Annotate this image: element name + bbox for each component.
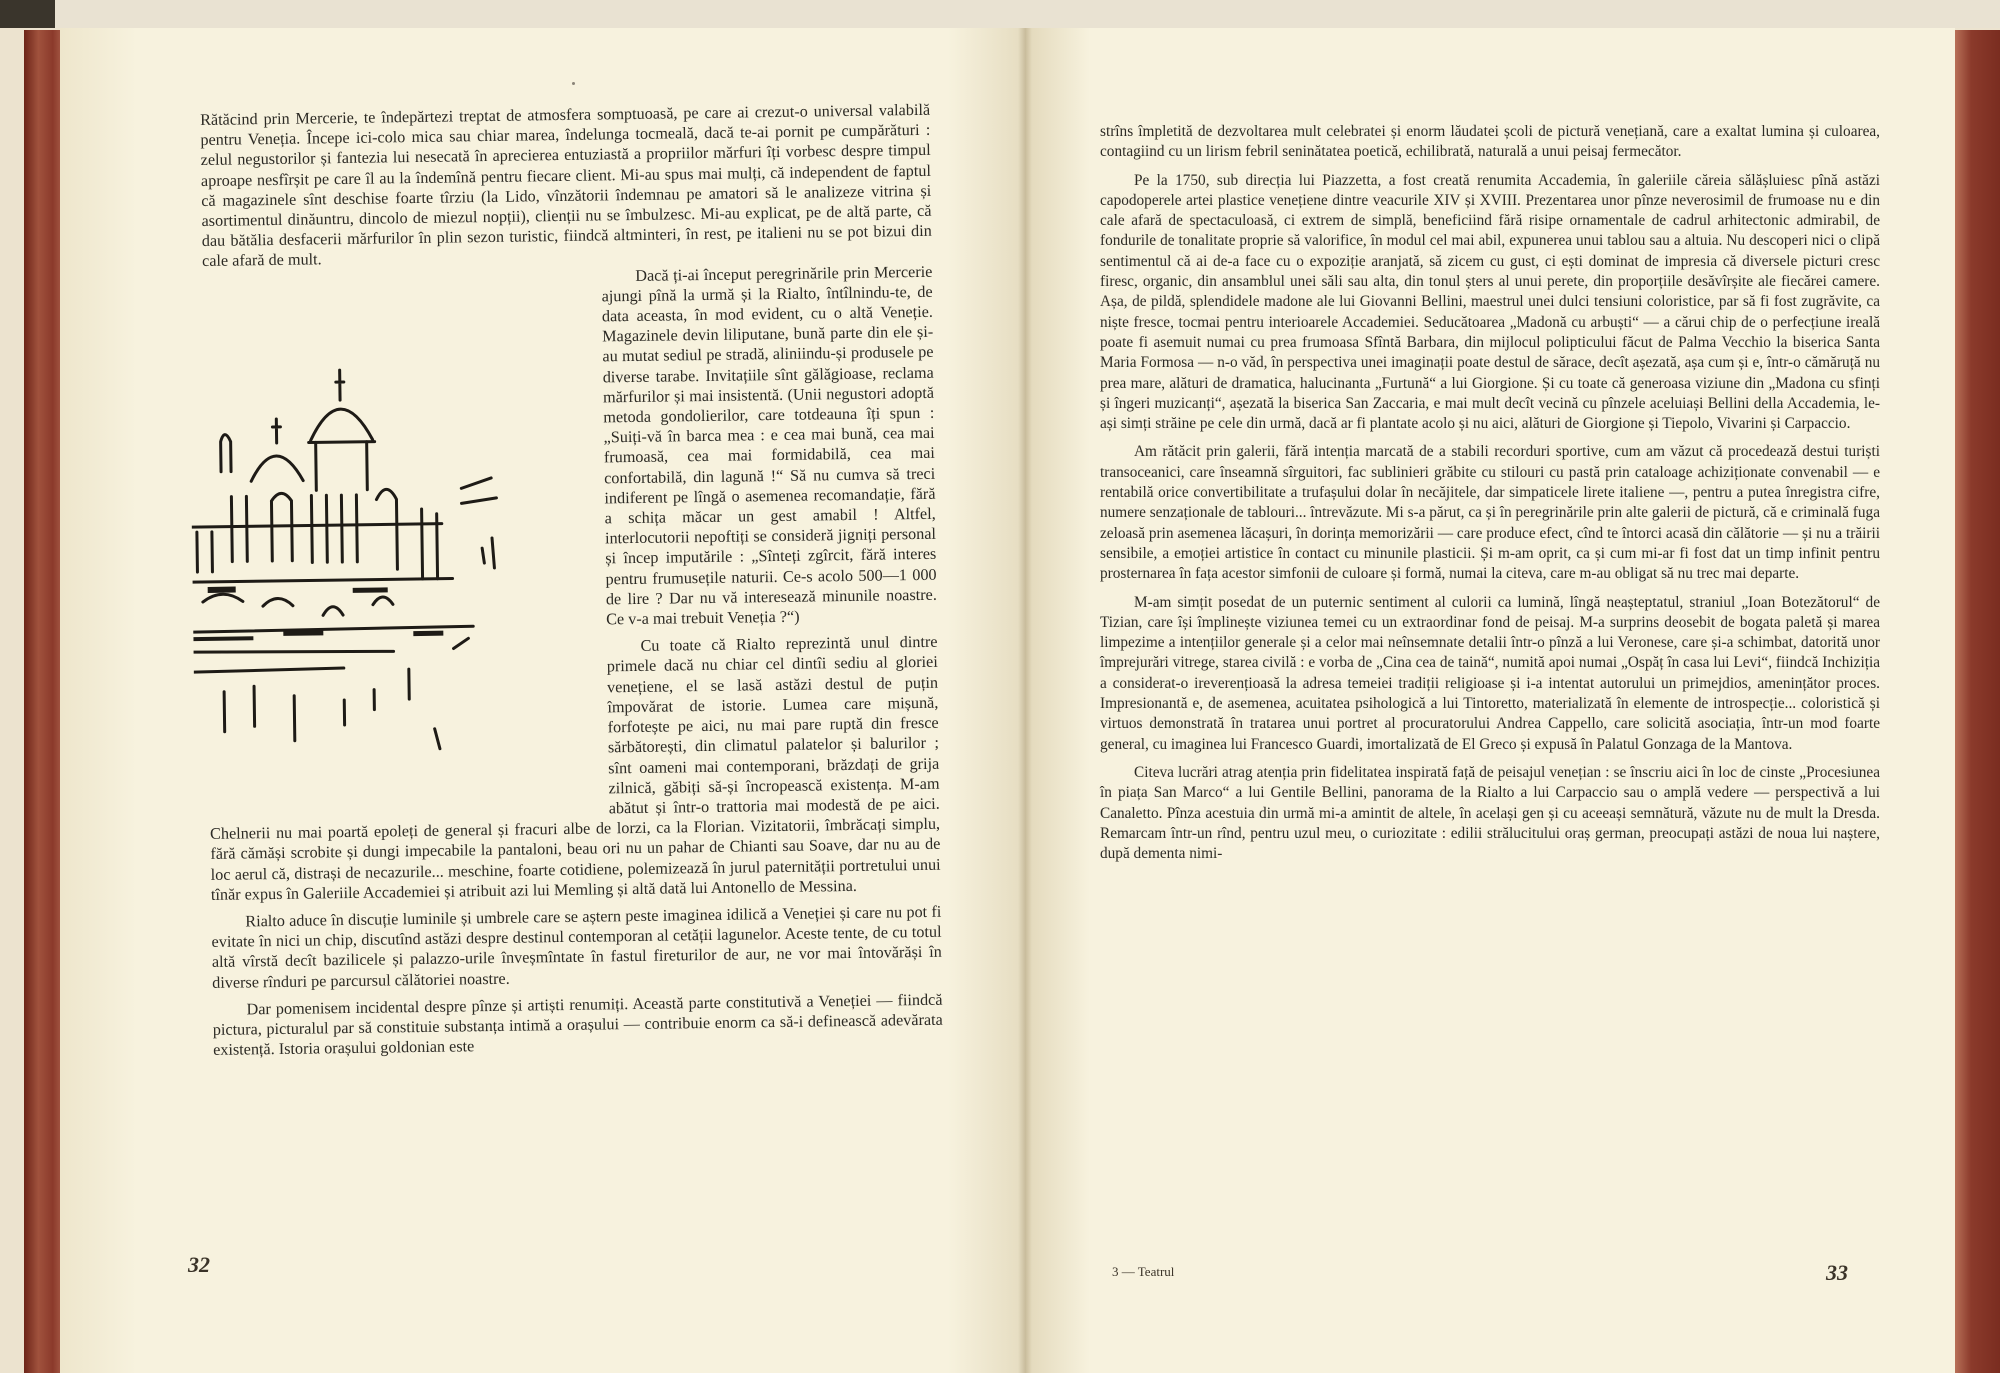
left-paragraph-5: Dar pomenisem incidental despre pînze și artiști renumiți. Această parte constitutivă a Veneției — fiindcă pictura, picturalul par să constituie substanța intimă a orașului — contribuie enorm ca să-i definească adevărata existență. Istoria orașului goldonian este bbox=[212, 990, 943, 1060]
right-paragraph-3: Am rătăcit prin galerii, fără intenția marcată de a stabili recorduri sportive, cum am văzut că procedează destui turiști transoceanici, care înseamnă sîrguitori, fac sublinieri grăbite cu stilouri cu pastă prin cataloage achiziționate convenabil — e rentabilă orice convertibilitate a trufașului dolar în necăjitele, dar simpaticele lirete italiene —, pentru a putea înregistra cifre, numere senzaționale de tablouri... întrevăzute. Mi s-a părut, ca și în peregrinările prin alte galerii de pictură, că e criminală fuga zeloasă prin asemenea lăcașuri, în dorința memorizării — care produce efect, cînd te întorci acasă din călătorie — și nu a trăirii sensibile, a emoției artistice în contact cu minunile plasticii. Și m-am oprit, ca și cum mi-ar fi fost dat un timp infinit pentru prosternarea în fața acestor simfonii de culoare și formă, numai la citeva, care m-au obligat să nu trec mai departe. bbox=[1100, 443, 1880, 583]
book-cover-top-edge bbox=[0, 0, 2000, 28]
left-paragraph-2: Dacă ți-ai început peregrinările prin Mercerie ajungi pînă la urmă și la Rialto, întîlnindu-te, de data aceasta, în mod evident, cu o altă Veneție. Magazinele devin liliputane, bună parte din ele și-au mutat sediul pe stradă, aliniindu-și produsele pe diverse tarabe. Invitațiile sînt gălăgioase, reclama mărfurilor și mai insistentă. (Unii negustori adoptă metoda gondolierilor, care totdeauna îți spun : „Suiți-vă în barca mea : e cea mai bună, cea mai frumoasă, cea mai formidabilă, cea mai confortabilă, din lagună !“ Să nu cumva să treci indiferent pe lîngă o asemenea recomandație, fără a schița măcar un gest amabil ! Altfel, interlocutorii nepoftiți se consideră jigniți personal și încep imputările : „Sînteți zgîrcit, fără interes pentru frumusețile naturii. Ce-s acolo 500—1 000 de lire ? Dar nu vă interesează minunile noastre. Ce v-a mai trebuit Veneția ?“) bbox=[601, 262, 937, 629]
right-paragraph-5: Citeva lucrări atrag atenția prin fidelitatea inspirată față de peisajul venețian : se înscriu aici în loc de cinste „Procesiunea în piața San Marco“ a lui Gentile Bellini, panorama de la Rialto a lui Carpaccio sau o amplă vedere — perspectivă a lui Canaletto. Pînza acestuia din urmă mi-a amintit de altele, în același gen și cu aceeași semnătură, văzute nu de mult la Dresda. Remarcam într-un rînd, pentru uzul meu, o curiozitate : edilii strălucitului oraș german, preocupați astăzi de noua lui naștere, după dementa nimi- bbox=[1100, 763, 1880, 863]
book-gutter bbox=[1018, 28, 1032, 1373]
left-page-text bbox=[200, 100, 943, 1060]
page-number-right: 33 bbox=[1826, 1260, 1848, 1285]
left-paragraph-1-part bbox=[200, 100, 932, 272]
right-page-text bbox=[1100, 122, 1880, 864]
right-paragraph-4: M-am simțit posedat de un puternic sentiment al culorii ca lumină, lîngă neașteptatul, straniul „Ioan Botezătorul“ de Tizian, care își împlinește viziunea temei cu un extraordinar fond de peisaj. M-a surprins deosebit de bogata paletă și marea limpezime a intențiilor generale și a celor mai neînsemnate detalii într-o pînză a lui Veronese, care și-a schimbat, datorită unor împrejurări vitrege, starea civilă : e vorba de „Cina cea de taină“, numită apoi numai „Ospăț în casa lui Levi“, fiindcă Inchiziția a considerat-o ireverențioasă la adresa temeiei tradiții religioase și i-a intentat autorului un primejdios, amenințător proces. Impresionantă e, de asemenea, acuitatea psihologică a lui Tintoretto, materializată în elemente de introspecție... coloristică și virtuos demonstrată în tratarea unui portret al procuratorului Andrea Cappello, care solicită asociația, într-un mod foarte general, cu imaginea lui Francesco Guardi, imortalizată de El Greco și expusă în Palatul Gonzaga de la Mantova. bbox=[1100, 593, 1880, 753]
venice-basilica-sketch bbox=[189, 326, 591, 801]
signature-mark: 3 — Teatrul bbox=[1112, 1264, 1175, 1279]
left-paragraph-4: Rialto aduce în discuție luminile și umbrele care se aștern peste imaginea idilică a Veneției și care nu pot fi evitate în nici un chip, discutînd astăzi despre destinul contemporan al cetății lagunelor. Aceste tente, de cu totul altă vîrstă decît bazilicele și palazzo-urile înveșmîntate în fastul firetur‍ilor de aur, ne vor mai întovărăși în diverse rînduri pe parcursul călătoriei noastre. bbox=[211, 902, 942, 992]
page-number-left: 32 bbox=[188, 1252, 210, 1277]
left-paragraph-1: Rătăcind prin Mercerie, te îndepărtezi treptat de atmosfera somptuoasă, pe care ai crezut-o universal valabilă pentru Veneția. Începe ici-colo mica sau chiar marea, îndelunga tocmeală, dacă te-ai pornit pe cumpărături : zelul negustorilor și fantezia lui nesecată în aprecierea entuziastă a propriilor mărfuri îți vorbesc despre timpul aproape nesfîrșit pe care îl au la îndemînă pentru fiecare client. Mi-au spus mai mulți, că independent de faptul că magazinele sînt deschise foarte tîrziu (la Lido, vînzătorii îndemnau pe amatori să le analizeze vitrina și asortimentul dinăuntru, dincolo de miezul nopții), clienții nu se îmbulzesc. Mi-au explicat, pe de altă parte, că dau bătălia desfacerii mărfurilor în plin sezon turistic, fiindcă altminteri, în rest, pe italieni nu se pot bizui din cale afară de mult. bbox=[200, 100, 932, 271]
page-speck bbox=[572, 82, 575, 85]
book-cover-right-edge bbox=[1952, 30, 2000, 1373]
cover-corner bbox=[0, 0, 55, 28]
right-paragraph-1: strîns împletită de dezvoltarea mult celebratei și enorm lăudatei școli de pictură venețiană, care a exaltat lumina și culoarea, contagiind cu un lirism febril seninătatea poetică, echilibrată, naturală a unui peisaj fermecător. bbox=[1100, 123, 1880, 161]
right-paragraph-2: Pe la 1750, sub direcția lui Piazzetta, a fost creată renumita Accademia, în galeriile căreia sălășluiesc pînă astăzi capodoperele artei plastice venețiene dintre veacurile XIV și XVIII. Prezentarea unor pînze neverosimil de frumoase nu e din cale afară de spectaculoasă, ci extrem de simplă, beneficiind fără risipe ornamentale de cadrul arhitectonic admirabil, de fondurile de tonalitate proprie să valorifice, în modul cel mai abil, expunerea unui tablou sau a altuia. Nu descoperi nici o clipă sentimentul că ai de-a face cu o expoziție aranjată, să zicem cu gust, ci ești dominat de impresia că diversele picturi cresc firesc, organic, din ansamblul unei săli sau alta, din tonul șters al unui perete, din proporțiile desăvîrșite ale fiecărei camere. Așa, de pildă, splendidele madone ale lui Giovanni Bellini, maestrul unei dulci tensiuni coloristice, par să fi fost zugrăvite, ca niște fresce, tocmai pentru interioarele Accademiei. Seducătoarea „Madonă cu arbuști“ — a cărui chip de o perfecțiune ireală poate fi asemuit numai cu prea frumoasa Sfîntă Barbara, din mijlocul polipticului făcut de Palma Vecchio la biserica Santa Maria Formosa — n-o văd, în perspectiva unei imaginații poate destul de sărace, decît așezată, așa cum și e, într-o cămăruță nu prea mare, alături de dramatica, halucinanta „Furtună“ a lui Giorgione. Și cu toate că generoasa viziune din „Madona cu sfinți și îngeri muzicanți“, așezată la biserica San Zaccaria, e mai mult decît vecină cu pînzele aceluiași Bellini della Accademia, le-ași simți străine pe cele din urmă, dacă ar fi plantate acolo și nu aici, alături de Giorgione și Tiepolo, Vivarini și Carpaccio. bbox=[1100, 171, 1880, 433]
left-paragraph-3: Cu toate că Rialto reprezintă unul dintre primele dacă nu chiar cel dintîi sediu al gloriei venețiene, el se lasă astăzi destul de puțin împovărat de istorie. Lumea care mișună, forfotește pe aici, nu mai pare ruptă din fresce sărbătorești, din climatul palatelor și balurilor ; sînt oameni mai contemporani, brăzdați de grija zilnică, găbiți să-și încropească existența. M-am abătut și într-o trattoria mai modestă de pe aici. Chelnerii nu mai poartă epoleți de general și fracuri albe de lorzi, ca la Florian. Vizitatorii, îmbrăcați simplu, fără cămăși scrobite și dungi impecabile la pantaloni, beau ori nu un pahar de Chianti sau Soave, dar nu au de loc aerul că, distrași de necazurile... meschine, foarte cotidiene, polemizează în jurul paternității portretului unui tînăr expus în Galeriile Accademiei și atribuit azi lui Memling și altă dată lui Antonello de Messina. bbox=[209, 633, 941, 904]
